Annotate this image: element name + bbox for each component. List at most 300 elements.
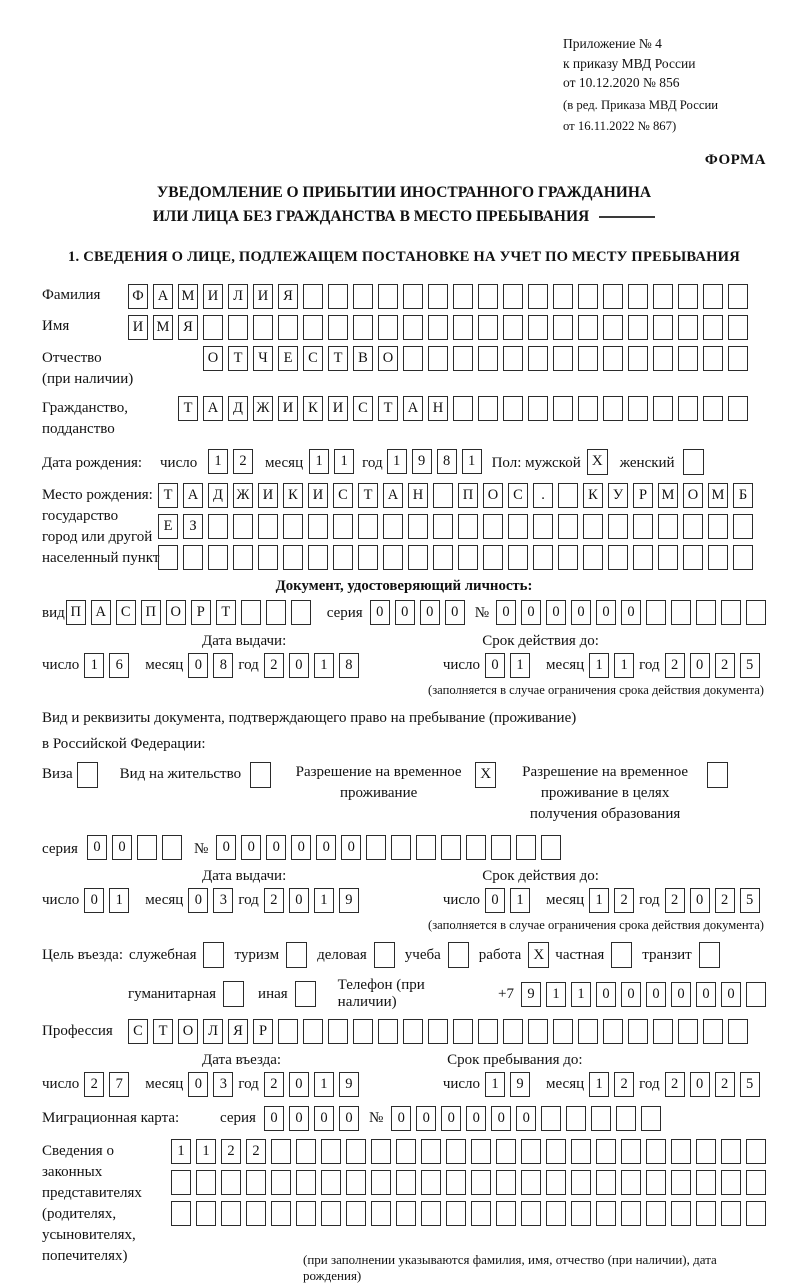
char-cell[interactable]: 5 — [740, 888, 760, 913]
char-cell[interactable]: И — [278, 396, 298, 421]
char-cell[interactable] — [653, 284, 673, 309]
char-cell[interactable]: 0 — [264, 1106, 284, 1131]
char-cell[interactable] — [546, 1201, 566, 1226]
char-cell[interactable] — [478, 315, 498, 340]
char-cell[interactable] — [646, 1139, 666, 1164]
char-cell[interactable]: Р — [191, 600, 211, 625]
char-cell[interactable]: Ж — [253, 396, 273, 421]
char-cell[interactable]: 8 — [339, 653, 359, 678]
char-cell[interactable]: В — [353, 346, 373, 371]
purpose-other-checkbox[interactable] — [295, 981, 316, 1007]
char-cell[interactable] — [671, 1170, 691, 1195]
char-cell[interactable]: 0 — [112, 835, 132, 860]
char-cell[interactable] — [521, 1139, 541, 1164]
char-cell[interactable] — [621, 1139, 641, 1164]
entry-year-input[interactable] — [264, 1072, 359, 1097]
migration-series-input[interactable] — [264, 1106, 359, 1131]
char-cell[interactable]: И — [328, 396, 348, 421]
char-cell[interactable] — [671, 1139, 691, 1164]
char-cell[interactable]: Т — [158, 483, 178, 508]
char-cell[interactable]: К — [283, 483, 303, 508]
char-cell[interactable]: 0 — [188, 888, 208, 913]
valid-month-input[interactable] — [589, 653, 634, 678]
char-cell[interactable] — [541, 1106, 561, 1131]
representatives-line3-input[interactable] — [171, 1201, 766, 1226]
char-cell[interactable]: 1 — [314, 1072, 334, 1097]
char-cell[interactable] — [408, 545, 428, 570]
char-cell[interactable]: Т — [378, 396, 398, 421]
char-cell[interactable] — [466, 835, 486, 860]
char-cell[interactable] — [453, 1019, 473, 1044]
char-cell[interactable] — [171, 1201, 191, 1226]
char-cell[interactable] — [528, 1019, 548, 1044]
issue-month-input[interactable] — [188, 888, 233, 913]
char-cell[interactable]: 1 — [334, 449, 354, 474]
char-cell[interactable]: 1 — [589, 1072, 609, 1097]
birth-place-line3-input[interactable] — [158, 545, 753, 570]
char-cell[interactable] — [346, 1201, 366, 1226]
char-cell[interactable]: 3 — [213, 888, 233, 913]
char-cell[interactable] — [453, 284, 473, 309]
sex-male-checkbox[interactable]: X — [587, 449, 608, 475]
char-cell[interactable]: 5 — [740, 1072, 760, 1097]
char-cell[interactable] — [583, 514, 603, 539]
char-cell[interactable]: 0 — [289, 653, 309, 678]
char-cell[interactable]: 2 — [246, 1139, 266, 1164]
char-cell[interactable]: О — [203, 346, 223, 371]
char-cell[interactable] — [158, 545, 178, 570]
char-cell[interactable] — [578, 396, 598, 421]
char-cell[interactable] — [653, 346, 673, 371]
char-cell[interactable]: 0 — [395, 600, 415, 625]
char-cell[interactable]: Л — [228, 284, 248, 309]
char-cell[interactable]: Н — [428, 396, 448, 421]
citizenship-input[interactable] — [178, 396, 748, 421]
char-cell[interactable] — [308, 545, 328, 570]
issue-day-input[interactable] — [84, 888, 129, 913]
char-cell[interactable]: 2 — [614, 888, 634, 913]
char-cell[interactable] — [366, 835, 386, 860]
char-cell[interactable] — [321, 1139, 341, 1164]
char-cell[interactable] — [628, 396, 648, 421]
char-cell[interactable] — [403, 346, 423, 371]
char-cell[interactable]: 1 — [462, 449, 482, 474]
char-cell[interactable]: 0 — [690, 888, 710, 913]
char-cell[interactable] — [558, 545, 578, 570]
char-cell[interactable] — [553, 284, 573, 309]
char-cell[interactable] — [378, 315, 398, 340]
valid-month-input[interactable] — [589, 888, 634, 913]
char-cell[interactable] — [328, 284, 348, 309]
visa-checkbox[interactable] — [77, 762, 98, 788]
char-cell[interactable] — [721, 600, 741, 625]
char-cell[interactable]: 7 — [109, 1072, 129, 1097]
char-cell[interactable]: 0 — [188, 653, 208, 678]
char-cell[interactable]: 0 — [370, 600, 390, 625]
char-cell[interactable]: А — [383, 483, 403, 508]
char-cell[interactable]: Ф — [128, 284, 148, 309]
char-cell[interactable] — [241, 600, 261, 625]
char-cell[interactable] — [603, 346, 623, 371]
char-cell[interactable]: 0 — [445, 600, 465, 625]
char-cell[interactable]: 2 — [665, 653, 685, 678]
char-cell[interactable]: . — [533, 483, 553, 508]
char-cell[interactable]: А — [153, 284, 173, 309]
char-cell[interactable]: Т — [228, 346, 248, 371]
stay-month-input[interactable] — [589, 1072, 634, 1097]
char-cell[interactable]: 9 — [339, 888, 359, 913]
char-cell[interactable] — [391, 835, 411, 860]
char-cell[interactable]: Я — [178, 315, 198, 340]
valid-year-input[interactable] — [665, 653, 760, 678]
char-cell[interactable] — [328, 1019, 348, 1044]
char-cell[interactable]: М — [708, 483, 728, 508]
temp-residence-checkbox[interactable]: X — [475, 762, 496, 788]
char-cell[interactable] — [578, 1019, 598, 1044]
char-cell[interactable] — [358, 545, 378, 570]
char-cell[interactable]: 0 — [646, 982, 666, 1007]
char-cell[interactable] — [296, 1201, 316, 1226]
char-cell[interactable] — [353, 284, 373, 309]
char-cell[interactable] — [258, 514, 278, 539]
char-cell[interactable] — [271, 1170, 291, 1195]
char-cell[interactable] — [278, 315, 298, 340]
char-cell[interactable]: 8 — [213, 653, 233, 678]
char-cell[interactable]: С — [128, 1019, 148, 1044]
char-cell[interactable] — [558, 514, 578, 539]
char-cell[interactable] — [403, 1019, 423, 1044]
char-cell[interactable]: 0 — [690, 1072, 710, 1097]
char-cell[interactable] — [433, 545, 453, 570]
char-cell[interactable]: 3 — [213, 1072, 233, 1097]
char-cell[interactable] — [503, 284, 523, 309]
char-cell[interactable]: 0 — [289, 888, 309, 913]
char-cell[interactable] — [658, 514, 678, 539]
char-cell[interactable] — [233, 514, 253, 539]
char-cell[interactable] — [383, 514, 403, 539]
char-cell[interactable] — [621, 1201, 641, 1226]
doc-number-input[interactable] — [496, 600, 766, 625]
char-cell[interactable] — [446, 1170, 466, 1195]
char-cell[interactable] — [658, 545, 678, 570]
char-cell[interactable]: О — [378, 346, 398, 371]
char-cell[interactable] — [566, 1106, 586, 1131]
char-cell[interactable] — [371, 1201, 391, 1226]
char-cell[interactable]: Т — [328, 346, 348, 371]
char-cell[interactable]: С — [333, 483, 353, 508]
char-cell[interactable] — [746, 1201, 766, 1226]
char-cell[interactable]: 1 — [571, 982, 591, 1007]
char-cell[interactable]: Е — [158, 514, 178, 539]
char-cell[interactable] — [208, 545, 228, 570]
char-cell[interactable]: Ч — [253, 346, 273, 371]
char-cell[interactable] — [558, 483, 578, 508]
char-cell[interactable] — [296, 1139, 316, 1164]
patronymic-input[interactable] — [203, 346, 748, 371]
char-cell[interactable] — [646, 1170, 666, 1195]
char-cell[interactable] — [516, 835, 536, 860]
char-cell[interactable] — [746, 600, 766, 625]
char-cell[interactable]: 0 — [696, 982, 716, 1007]
char-cell[interactable] — [378, 284, 398, 309]
char-cell[interactable]: 2 — [264, 888, 284, 913]
char-cell[interactable]: 1 — [510, 653, 530, 678]
char-cell[interactable] — [553, 1019, 573, 1044]
char-cell[interactable]: 1 — [589, 888, 609, 913]
char-cell[interactable] — [496, 1170, 516, 1195]
char-cell[interactable] — [608, 545, 628, 570]
char-cell[interactable] — [553, 315, 573, 340]
char-cell[interactable] — [608, 514, 628, 539]
char-cell[interactable] — [303, 1019, 323, 1044]
char-cell[interactable]: 0 — [596, 982, 616, 1007]
char-cell[interactable] — [233, 545, 253, 570]
char-cell[interactable]: И — [253, 284, 273, 309]
char-cell[interactable]: Б — [733, 483, 753, 508]
char-cell[interactable] — [671, 1201, 691, 1226]
char-cell[interactable] — [308, 514, 328, 539]
migration-number-input[interactable] — [391, 1106, 661, 1131]
char-cell[interactable]: 0 — [341, 835, 361, 860]
char-cell[interactable] — [728, 315, 748, 340]
char-cell[interactable]: 0 — [314, 1106, 334, 1131]
char-cell[interactable] — [291, 600, 311, 625]
birth-month-input[interactable] — [309, 449, 354, 474]
char-cell[interactable]: И — [308, 483, 328, 508]
char-cell[interactable] — [653, 315, 673, 340]
char-cell[interactable] — [483, 514, 503, 539]
char-cell[interactable]: Т — [216, 600, 236, 625]
purpose-study-checkbox[interactable] — [448, 942, 469, 968]
entry-month-input[interactable] — [188, 1072, 233, 1097]
char-cell[interactable] — [633, 545, 653, 570]
char-cell[interactable] — [496, 1139, 516, 1164]
char-cell[interactable]: 2 — [665, 888, 685, 913]
char-cell[interactable] — [678, 315, 698, 340]
char-cell[interactable] — [678, 346, 698, 371]
char-cell[interactable]: 0 — [466, 1106, 486, 1131]
char-cell[interactable] — [591, 1106, 611, 1131]
char-cell[interactable] — [371, 1170, 391, 1195]
char-cell[interactable]: О — [166, 600, 186, 625]
representatives-line2-input[interactable] — [171, 1170, 766, 1195]
char-cell[interactable] — [137, 835, 157, 860]
doc-kind-input[interactable] — [66, 600, 311, 625]
char-cell[interactable] — [183, 545, 203, 570]
char-cell[interactable] — [628, 1019, 648, 1044]
purpose-transit-checkbox[interactable] — [699, 942, 720, 968]
char-cell[interactable]: Р — [633, 483, 653, 508]
char-cell[interactable] — [162, 835, 182, 860]
char-cell[interactable]: 0 — [216, 835, 236, 860]
char-cell[interactable]: 9 — [339, 1072, 359, 1097]
char-cell[interactable]: 1 — [589, 653, 609, 678]
char-cell[interactable] — [533, 514, 553, 539]
char-cell[interactable] — [203, 315, 223, 340]
char-cell[interactable] — [533, 545, 553, 570]
purpose-business-checkbox[interactable] — [374, 942, 395, 968]
char-cell[interactable]: 1 — [485, 1072, 505, 1097]
char-cell[interactable] — [428, 284, 448, 309]
char-cell[interactable] — [646, 600, 666, 625]
char-cell[interactable] — [371, 1139, 391, 1164]
char-cell[interactable] — [721, 1139, 741, 1164]
char-cell[interactable] — [628, 284, 648, 309]
char-cell[interactable]: 0 — [188, 1072, 208, 1097]
char-cell[interactable]: 0 — [87, 835, 107, 860]
char-cell[interactable]: Д — [208, 483, 228, 508]
char-cell[interactable]: 1 — [84, 653, 104, 678]
char-cell[interactable] — [703, 346, 723, 371]
char-cell[interactable] — [478, 284, 498, 309]
char-cell[interactable] — [428, 315, 448, 340]
char-cell[interactable] — [746, 982, 766, 1007]
char-cell[interactable]: 9 — [510, 1072, 530, 1097]
char-cell[interactable]: 2 — [614, 1072, 634, 1097]
issue-year-input[interactable] — [264, 653, 359, 678]
char-cell[interactable] — [728, 346, 748, 371]
char-cell[interactable]: 0 — [596, 600, 616, 625]
char-cell[interactable]: 2 — [221, 1139, 241, 1164]
char-cell[interactable]: Т — [358, 483, 378, 508]
char-cell[interactable]: И — [128, 315, 148, 340]
char-cell[interactable]: 0 — [289, 1072, 309, 1097]
char-cell[interactable]: 0 — [521, 600, 541, 625]
char-cell[interactable] — [571, 1201, 591, 1226]
char-cell[interactable]: 1 — [546, 982, 566, 1007]
char-cell[interactable]: С — [303, 346, 323, 371]
char-cell[interactable] — [708, 514, 728, 539]
char-cell[interactable] — [696, 1170, 716, 1195]
char-cell[interactable] — [303, 284, 323, 309]
char-cell[interactable]: У — [608, 483, 628, 508]
char-cell[interactable] — [696, 1201, 716, 1226]
profession-input[interactable] — [128, 1019, 748, 1044]
char-cell[interactable]: О — [483, 483, 503, 508]
char-cell[interactable]: 1 — [510, 888, 530, 913]
char-cell[interactable] — [503, 1019, 523, 1044]
char-cell[interactable] — [596, 1201, 616, 1226]
char-cell[interactable] — [321, 1201, 341, 1226]
char-cell[interactable]: К — [583, 483, 603, 508]
char-cell[interactable]: 0 — [391, 1106, 411, 1131]
char-cell[interactable] — [746, 1170, 766, 1195]
char-cell[interactable]: М — [178, 284, 198, 309]
char-cell[interactable] — [603, 284, 623, 309]
valid-year-input[interactable] — [665, 888, 760, 913]
char-cell[interactable] — [728, 284, 748, 309]
char-cell[interactable]: Ж — [233, 483, 253, 508]
char-cell[interactable]: П — [66, 600, 86, 625]
char-cell[interactable] — [733, 545, 753, 570]
purpose-humanitarian-checkbox[interactable] — [223, 981, 244, 1007]
char-cell[interactable]: 1 — [196, 1139, 216, 1164]
char-cell[interactable]: 0 — [241, 835, 261, 860]
char-cell[interactable] — [653, 1019, 673, 1044]
char-cell[interactable] — [433, 483, 453, 508]
purpose-work-checkbox[interactable]: X — [528, 942, 549, 968]
char-cell[interactable]: 0 — [441, 1106, 461, 1131]
issue-month-input[interactable] — [188, 653, 233, 678]
char-cell[interactable]: З — [183, 514, 203, 539]
char-cell[interactable]: 0 — [621, 982, 641, 1007]
char-cell[interactable] — [696, 1139, 716, 1164]
char-cell[interactable]: 2 — [715, 888, 735, 913]
char-cell[interactable] — [428, 1019, 448, 1044]
char-cell[interactable] — [478, 346, 498, 371]
char-cell[interactable]: Д — [228, 396, 248, 421]
char-cell[interactable] — [296, 1170, 316, 1195]
char-cell[interactable]: 1 — [314, 888, 334, 913]
char-cell[interactable] — [571, 1170, 591, 1195]
char-cell[interactable] — [508, 514, 528, 539]
char-cell[interactable]: А — [91, 600, 111, 625]
char-cell[interactable]: 0 — [289, 1106, 309, 1131]
char-cell[interactable] — [453, 346, 473, 371]
char-cell[interactable] — [641, 1106, 661, 1131]
char-cell[interactable] — [221, 1201, 241, 1226]
char-cell[interactable] — [703, 284, 723, 309]
char-cell[interactable] — [446, 1201, 466, 1226]
char-cell[interactable]: 5 — [740, 653, 760, 678]
char-cell[interactable] — [258, 545, 278, 570]
char-cell[interactable]: 0 — [316, 835, 336, 860]
purpose-official-checkbox[interactable] — [203, 942, 224, 968]
char-cell[interactable]: 1 — [171, 1139, 191, 1164]
char-cell[interactable] — [208, 514, 228, 539]
char-cell[interactable]: 0 — [420, 600, 440, 625]
birth-year-input[interactable] — [387, 449, 482, 474]
char-cell[interactable] — [503, 315, 523, 340]
char-cell[interactable] — [521, 1201, 541, 1226]
entry-day-input[interactable] — [84, 1072, 129, 1097]
char-cell[interactable]: А — [183, 483, 203, 508]
char-cell[interactable] — [703, 396, 723, 421]
char-cell[interactable]: Т — [178, 396, 198, 421]
char-cell[interactable] — [333, 545, 353, 570]
char-cell[interactable] — [696, 600, 716, 625]
char-cell[interactable] — [458, 545, 478, 570]
char-cell[interactable] — [266, 600, 286, 625]
issue-year-input[interactable] — [264, 888, 359, 913]
char-cell[interactable]: 1 — [614, 653, 634, 678]
char-cell[interactable] — [358, 514, 378, 539]
char-cell[interactable] — [171, 1170, 191, 1195]
char-cell[interactable]: 0 — [621, 600, 641, 625]
char-cell[interactable]: 0 — [571, 600, 591, 625]
char-cell[interactable] — [196, 1170, 216, 1195]
char-cell[interactable] — [683, 514, 703, 539]
char-cell[interactable] — [271, 1201, 291, 1226]
char-cell[interactable] — [483, 545, 503, 570]
char-cell[interactable]: 0 — [491, 1106, 511, 1131]
char-cell[interactable] — [521, 1170, 541, 1195]
char-cell[interactable] — [328, 315, 348, 340]
char-cell[interactable]: 8 — [437, 449, 457, 474]
char-cell[interactable]: 0 — [485, 653, 505, 678]
char-cell[interactable]: 0 — [721, 982, 741, 1007]
char-cell[interactable] — [541, 835, 561, 860]
char-cell[interactable] — [678, 1019, 698, 1044]
char-cell[interactable]: 2 — [665, 1072, 685, 1097]
residence-number-input[interactable] — [216, 835, 561, 860]
char-cell[interactable] — [458, 514, 478, 539]
char-cell[interactable]: 0 — [516, 1106, 536, 1131]
char-cell[interactable] — [683, 545, 703, 570]
char-cell[interactable] — [603, 1019, 623, 1044]
char-cell[interactable] — [353, 1019, 373, 1044]
char-cell[interactable]: М — [658, 483, 678, 508]
